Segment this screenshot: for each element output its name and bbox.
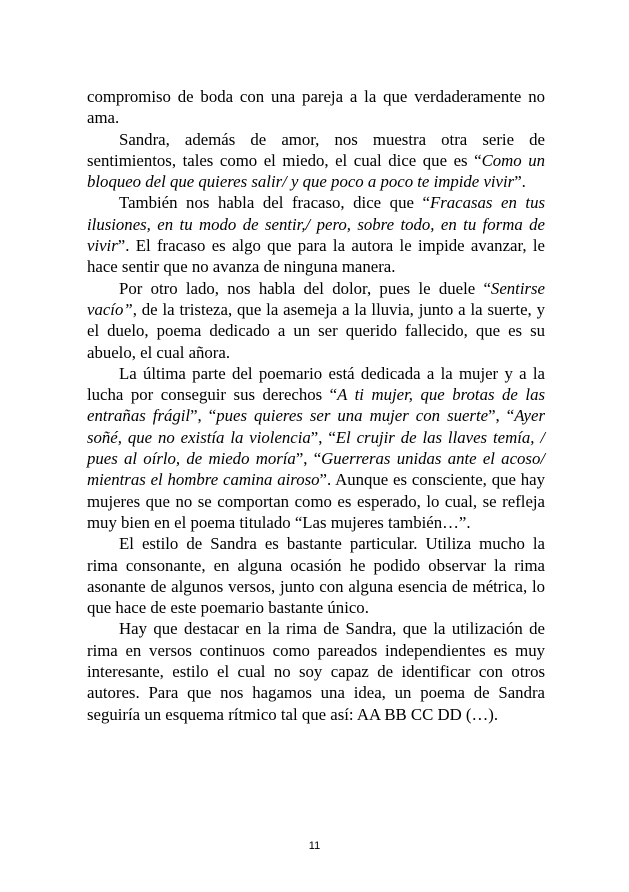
text-run: La última parte del poemario está dedicada a la mujer y a la lucha por conseguir sus derechos “ (87, 363, 545, 405)
text-run: ”, “ (190, 406, 217, 426)
paragraph (87, 533, 545, 618)
page-number: 11 (308, 840, 321, 852)
quoted-verse: Guerreras unidas ante el acoso/ mientras el hombre camina airoso (87, 449, 545, 490)
quoted-verse: pues quieres ser una mujer con suerte (216, 406, 489, 426)
quoted-verse: Como un bloqueo del que quieres salir/ y que poco a poco te impide vivir (87, 150, 545, 192)
text-run: ”. Aunque es consciente, que hay mujeres que no se comportan como es esperado, lo cual, se refleja muy bien en el poema titulado “Las mujeres también…”. (87, 470, 545, 532)
text-run: Hay que destacar en la rima de Sandra, que la utilización de rima en versos continuos como pareados independientes es muy interesante, estilo el cual no soy capaz de identificar con otros autores. Para que nos hagamos una idea, un poema de Sandra seguiría un esquema rítmico tal que así: AA BB CC DD (…). (87, 619, 545, 724)
text-run: También nos habla del fracaso, dice que “ (119, 193, 430, 213)
text-run: Por otro lado, nos habla del dolor, pues le duele “ (119, 278, 491, 298)
quoted-verse: Ayer soñé, que no existía la violencia (87, 406, 545, 447)
text-run: ”, “ (310, 427, 336, 447)
text-run: ”. El fracaso es algo que para la autora le impide avanzar, le hace sentir que no avanza de ninguna manera. (87, 236, 545, 277)
paragraph (87, 618, 545, 724)
text-run: , de la tristeza, que la asemeja a la lluvia, junto a la suerte, y el duelo, poema dedicado a un ser querido fallecido, que es su abuelo, el cual añora. (87, 299, 545, 362)
quoted-verse: Fracasas en tus ilusiones, en tu modo de sentir,/ pero, sobre todo, en tu forma de vivir (87, 193, 545, 256)
quoted-verse: A ti mujer, que brotas de las entrañas frágil (87, 385, 545, 426)
paragraph (87, 278, 545, 363)
quoted-verse: El crujir de las llaves temía, / pues al oírlo, de miedo moría (87, 427, 545, 469)
paragraph (87, 86, 545, 129)
text-run: ”. (514, 172, 526, 192)
text-run: ”, “ (488, 406, 515, 426)
body-text (87, 86, 545, 725)
paragraph (87, 363, 545, 533)
paragraph (87, 192, 545, 277)
text-run: compromiso de boda con una pareja a la que verdaderamente no ama. (87, 87, 545, 128)
text-run: El estilo de Sandra es bastante particular. Utiliza mucho la rima consonante, en alguna ocasión he podido observar la rima asonante de algunos versos, junto con alguna esencia de métrica, lo que hace de este poemario bastante único. (87, 534, 545, 618)
paragraph (87, 129, 545, 193)
text-run: ”, “ (295, 449, 322, 469)
quoted-verse: Sentirse vacío” (87, 278, 545, 319)
text-run: Sandra, además de amor, nos muestra otra serie de sentimientos, tales como el miedo, el cual dice que es “ (87, 129, 545, 170)
